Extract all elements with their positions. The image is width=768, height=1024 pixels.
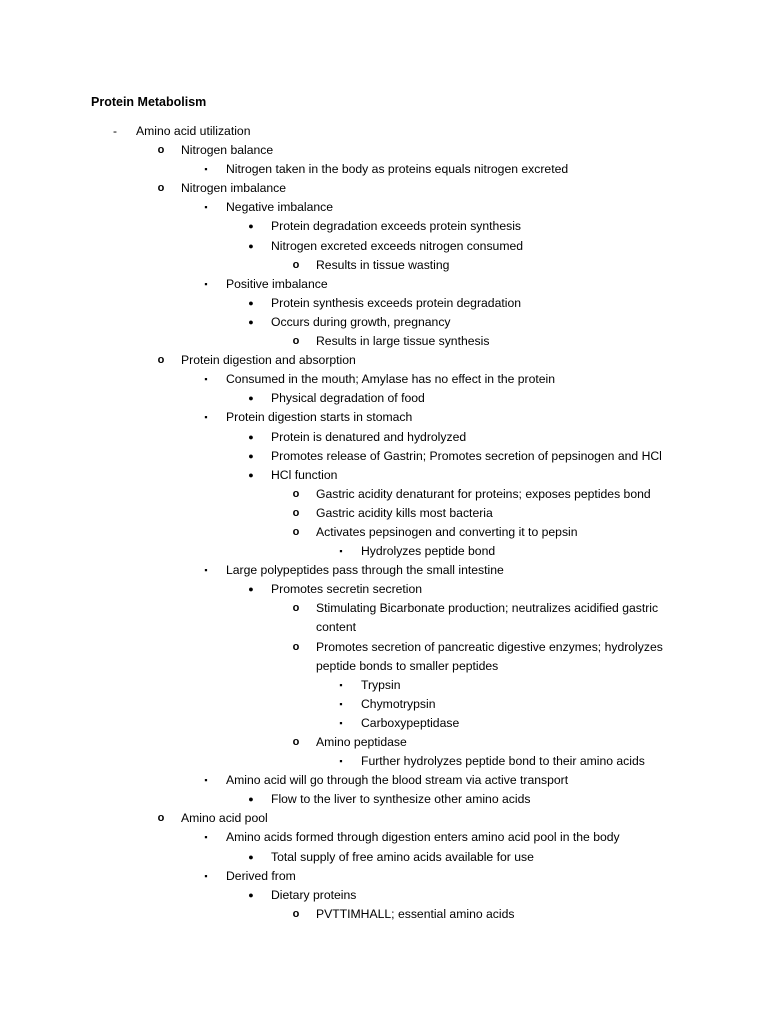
o-bullet-icon: o bbox=[292, 525, 300, 538]
list-item-text: Amino acid pool bbox=[181, 811, 268, 826]
list-item bbox=[0, 638, 768, 657]
dot-bullet-icon: ● bbox=[248, 221, 254, 232]
list-item bbox=[0, 447, 768, 466]
square-bullet-icon: ▪ bbox=[204, 164, 208, 175]
list-item-text: Positive imbalance bbox=[226, 276, 328, 291]
list-item-text: Further hydrolyzes peptide bond to their amino acids bbox=[361, 754, 645, 769]
list-item-text: Large polypeptides pass through the small intestine bbox=[226, 563, 504, 578]
list-item-text: Nitrogen imbalance bbox=[181, 181, 287, 196]
list-item-text: Amino acid utilization bbox=[136, 124, 251, 138]
list-item-text: Stimulating Bicarbonate production; neutralizes acidified gastric bbox=[316, 601, 659, 616]
dot-bullet-icon: ● bbox=[248, 393, 254, 404]
list-item-text: Promotes release of Gastrin; Promotes secretion of pepsinogen and HCl bbox=[271, 448, 662, 463]
list-item bbox=[0, 657, 768, 676]
dot-bullet-icon: ● bbox=[248, 297, 254, 308]
o-bullet-icon: o bbox=[157, 144, 165, 157]
list-item bbox=[0, 313, 768, 332]
list-item-text: HCl function bbox=[271, 467, 338, 482]
list-item-text: Amino peptidase bbox=[316, 735, 407, 749]
list-item bbox=[0, 599, 768, 618]
o-bullet-icon: o bbox=[157, 354, 165, 367]
list-item bbox=[0, 485, 768, 504]
list-item bbox=[0, 809, 768, 828]
list-item-text: Promotes secretion of pancreatic digestive enzymes; hydrolyzes bbox=[316, 639, 663, 654]
square-bullet-icon: ▪ bbox=[339, 756, 343, 767]
list-item bbox=[0, 504, 768, 523]
list-item-text: Dietary proteins bbox=[271, 887, 357, 902]
list-item-text: Nitrogen taken in the body as proteins equals nitrogen excreted bbox=[226, 162, 569, 177]
outline-list bbox=[0, 122, 768, 924]
list-item bbox=[0, 848, 768, 867]
o-bullet-icon: o bbox=[292, 907, 300, 920]
list-item bbox=[0, 141, 768, 160]
square-bullet-icon: ▪ bbox=[204, 832, 208, 843]
list-item-text: Results in tissue wasting bbox=[316, 257, 450, 272]
list-item-text: Protein degradation exceeds protein synthesis bbox=[271, 219, 521, 234]
list-item-text: Gastric acidity denaturant for proteins; exposes peptides bond bbox=[316, 486, 651, 501]
list-item bbox=[0, 428, 768, 447]
page-title: Protein Metabolism bbox=[91, 95, 207, 109]
list-item bbox=[0, 389, 768, 408]
o-bullet-icon: o bbox=[292, 258, 300, 271]
list-item-text: Protein digestion and absorption bbox=[181, 353, 356, 368]
list-item-text: Negative imbalance bbox=[226, 200, 334, 215]
dot-bullet-icon: ● bbox=[248, 240, 254, 251]
o-bullet-icon: o bbox=[157, 812, 165, 825]
dot-bullet-icon: ● bbox=[248, 431, 254, 442]
list-item bbox=[0, 275, 768, 294]
list-item bbox=[0, 867, 768, 886]
o-bullet-icon: o bbox=[292, 736, 300, 748]
o-bullet-icon: o bbox=[157, 182, 165, 195]
list-item-text: Consumed in the mouth; Amylase has no effect in the protein bbox=[226, 372, 556, 387]
square-bullet-icon: ▪ bbox=[204, 412, 208, 423]
list-item-text: Carboxypeptidase bbox=[361, 715, 460, 730]
list-item-text: Protein synthesis exceeds protein degradation bbox=[271, 295, 521, 310]
list-item-text: Promotes secretin secretion bbox=[271, 582, 423, 597]
list-item bbox=[0, 771, 768, 790]
list-item bbox=[0, 790, 768, 809]
list-item bbox=[0, 294, 768, 313]
list-item bbox=[0, 828, 768, 847]
dash-bullet-icon: - bbox=[113, 124, 117, 138]
list-item bbox=[0, 332, 768, 351]
list-item-text: peptide bonds to smaller peptides bbox=[316, 658, 499, 673]
list-item-text: Amino acid will go through the blood stream via active transport bbox=[226, 773, 569, 788]
square-bullet-icon: ▪ bbox=[339, 698, 343, 709]
list-item-text: Nitrogen balance bbox=[181, 143, 274, 158]
list-item-text: Gastric acidity kills most bacteria bbox=[316, 505, 493, 520]
dot-bullet-icon: ● bbox=[248, 450, 254, 461]
list-item bbox=[0, 695, 768, 714]
list-item bbox=[0, 886, 768, 905]
square-bullet-icon: ▪ bbox=[339, 679, 343, 690]
square-bullet-icon: ▪ bbox=[204, 565, 208, 576]
list-item bbox=[0, 618, 768, 637]
square-bullet-icon: ▪ bbox=[339, 546, 343, 557]
list-item bbox=[0, 256, 768, 275]
square-bullet-icon: ▪ bbox=[204, 775, 208, 786]
dot-bullet-icon: ● bbox=[248, 794, 254, 805]
list-item bbox=[0, 237, 768, 256]
list-item-text: Results in large tissue synthesis bbox=[316, 334, 490, 349]
o-bullet-icon: o bbox=[292, 602, 300, 615]
list-item bbox=[0, 408, 768, 427]
o-bullet-icon: o bbox=[292, 487, 300, 500]
list-item bbox=[0, 370, 768, 389]
list-item bbox=[0, 198, 768, 217]
o-bullet-icon: o bbox=[292, 640, 300, 653]
square-bullet-icon: ▪ bbox=[339, 717, 343, 728]
list-item bbox=[0, 752, 768, 771]
list-item-text: Nitrogen excreted exceeds nitrogen consumed bbox=[271, 238, 524, 253]
list-item-text: content bbox=[316, 620, 356, 635]
list-item-text: Derived from bbox=[226, 868, 296, 883]
list-item bbox=[0, 542, 768, 561]
list-item-text: Occurs during growth, pregnancy bbox=[271, 314, 451, 329]
list-item-text: Hydrolyzes peptide bond bbox=[361, 544, 496, 559]
dot-bullet-icon: ● bbox=[248, 889, 254, 900]
list-item bbox=[0, 217, 768, 236]
list-item bbox=[0, 580, 768, 599]
list-item-text: Flow to the liver to synthesize other amino acids bbox=[271, 792, 531, 807]
list-item bbox=[0, 714, 768, 733]
square-bullet-icon: ▪ bbox=[204, 202, 208, 213]
list-item-text: Amino acids formed through digestion enters amino acid pool in the body bbox=[226, 830, 620, 845]
square-bullet-icon: ▪ bbox=[204, 870, 208, 881]
list-item bbox=[0, 523, 768, 542]
list-item bbox=[0, 676, 768, 695]
dot-bullet-icon: ● bbox=[248, 851, 254, 862]
list-item-text: Chymotrypsin bbox=[361, 696, 436, 711]
dot-bullet-icon: ● bbox=[248, 316, 254, 327]
list-item bbox=[0, 351, 768, 370]
list-item bbox=[0, 179, 768, 198]
square-bullet-icon: ▪ bbox=[204, 374, 208, 385]
list-item bbox=[0, 160, 768, 179]
list-item bbox=[0, 733, 768, 752]
list-item-text: Protein digestion starts in stomach bbox=[226, 410, 413, 425]
dot-bullet-icon: ● bbox=[248, 584, 254, 595]
dot-bullet-icon: ● bbox=[248, 469, 254, 480]
list-item-text: Total supply of free amino acids available for use bbox=[271, 849, 534, 864]
list-item-text: PVTTIMHALL; essential amino acids bbox=[316, 906, 515, 921]
list-item bbox=[0, 905, 768, 924]
list-item-text: Protein is denatured and hydrolyzed bbox=[271, 429, 467, 444]
list-item bbox=[0, 561, 768, 580]
list-item bbox=[0, 122, 768, 141]
o-bullet-icon: o bbox=[292, 335, 300, 348]
list-item-text: Trypsin bbox=[361, 677, 401, 692]
square-bullet-icon: ▪ bbox=[204, 278, 208, 289]
list-item bbox=[0, 466, 768, 485]
list-item-text: Activates pepsinogen and converting it to pepsin bbox=[316, 524, 578, 539]
o-bullet-icon: o bbox=[292, 506, 300, 519]
list-item-text: Physical degradation of food bbox=[271, 391, 425, 406]
